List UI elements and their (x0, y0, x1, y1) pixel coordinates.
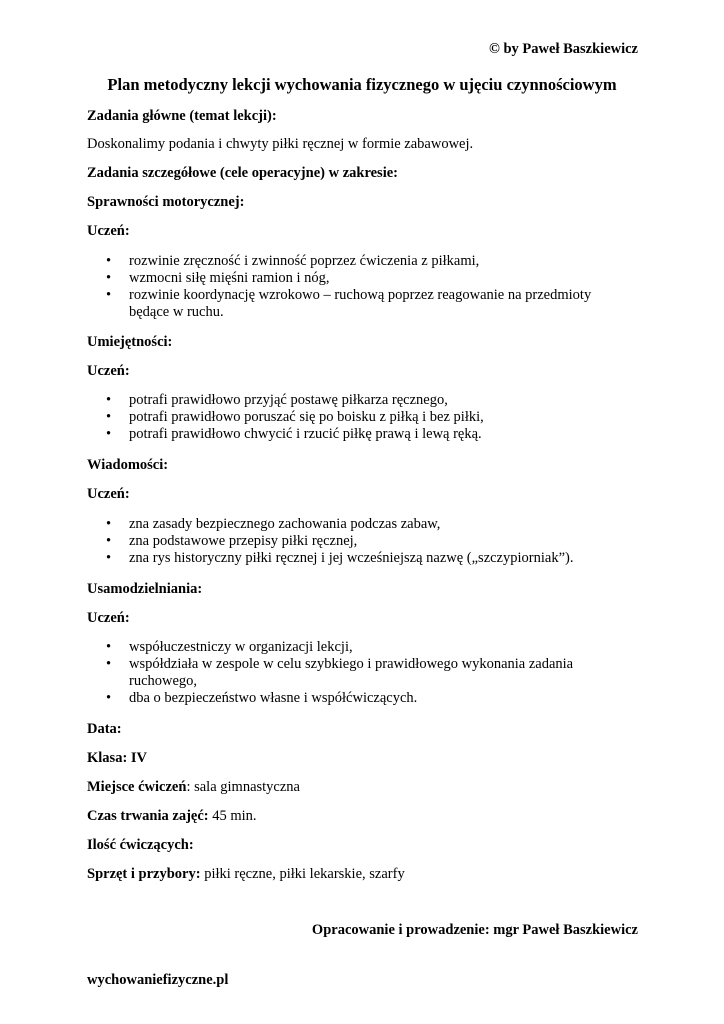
class-label: Klasa: IV (87, 750, 148, 766)
main-tasks-heading: Zadania główne (temat lekcji): (87, 108, 277, 124)
independence-list (106, 639, 573, 707)
main-tasks-text: Doskonalimy podania i chwyty piłki ręcznej w formie zabawowej. (87, 136, 474, 152)
list-item: • potrafi prawidłowo przyjąć postawę piłkarza ręcznego, (106, 392, 448, 408)
date-label: Data: (87, 721, 122, 737)
list-item: • współdziała w zespole w celu szybkiego i prawidłowego wykonania zadania ruchowego, (106, 656, 574, 689)
list-item: • wzmocni siłę mięśni ramion i nóg, (106, 270, 330, 286)
list-item: • dba o bezpieczeństwo własne i współćwiczących. (106, 690, 418, 706)
list-item: • zna podstawowe przepisy piłki ręcznej, (106, 533, 358, 549)
skills-student-label: Uczeń: (87, 363, 130, 379)
list-item: • potrafi prawidłowo chwycić i rzucić piłkę prawą i lewą ręką. (106, 426, 482, 442)
detailed-tasks-heading: Zadania szczegółowe (cele operacyjne) w zakresie: (87, 165, 398, 181)
place-line: Miejsce ćwiczeń: sala gimnastyczna (87, 779, 300, 795)
knowledge-student-label: Uczeń: (87, 486, 130, 502)
list-item: • rozwinie koordynację wzrokowo – ruchową poprzez reagowanie na przedmioty będące w ruchu. (106, 287, 592, 320)
site-footer: wychowaniefizyczne.pl (87, 972, 229, 988)
motor-list (106, 253, 591, 321)
equipment-line: Sprzęt i przybory: piłki ręczne, piłki lekarskie, szarfy (87, 866, 405, 882)
independence-heading: Usamodzielniania: (87, 581, 203, 597)
participants-label: Ilość ćwiczących: (87, 837, 194, 853)
list-item: • potrafi prawidłowo poruszać się po boisku z piłką i bez piłki, (106, 409, 484, 425)
independence-student-label: Uczeń: (87, 610, 130, 626)
page-title: Plan metodyczny lekcji wychowania fizycznego w ujęciu czynnościowym (107, 75, 617, 94)
list-item: • rozwinie zręczność i zwinność poprzez ćwiczenia z piłkami, (106, 253, 480, 269)
skills-heading: Umiejętności: (87, 334, 173, 350)
skills-list (106, 392, 484, 443)
list-item: • zna zasady bezpiecznego zachowania podczas zabaw, (106, 516, 441, 532)
motor-heading: Sprawności motorycznej: (87, 194, 245, 210)
list-item: • zna rys historyczny piłki ręcznej i jej wcześniejszą nazwę („szczypiorniak”). (106, 550, 574, 566)
list-item: • współuczestniczy w organizacji lekcji, (106, 639, 353, 655)
duration-line: Czas trwania zajęć: 45 min. (87, 808, 257, 824)
motor-student-label: Uczeń: (87, 223, 130, 239)
copyright-notice: © by Paweł Baszkiewicz (489, 41, 638, 57)
knowledge-heading: Wiadomości: (87, 457, 169, 473)
author-line: Opracowanie i prowadzenie: mgr Paweł Baszkiewicz (311, 922, 638, 938)
knowledge-list (106, 516, 573, 567)
